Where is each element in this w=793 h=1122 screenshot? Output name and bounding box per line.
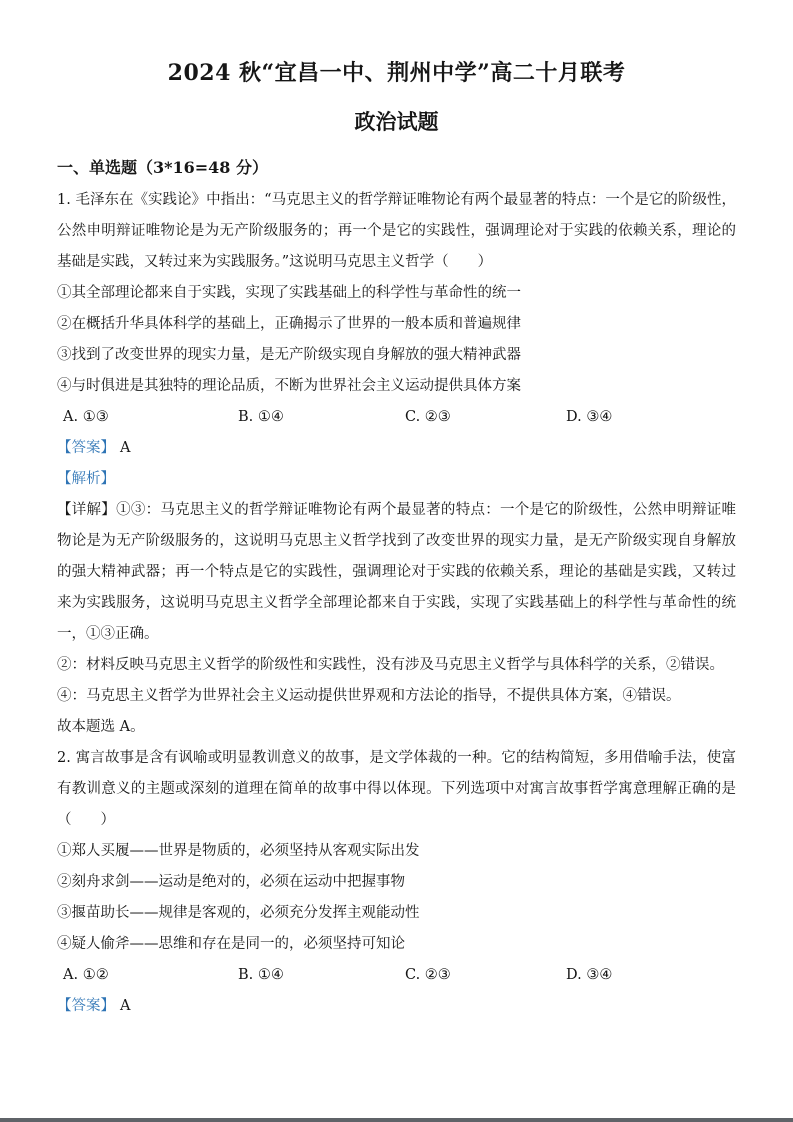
question-1-detail-line: ②：材料反映马克思主义哲学的阶级性和实践性，没有涉及马克思主义哲学与具体科学的关系，②错误。 xyxy=(57,657,724,673)
question-2-answer xyxy=(57,991,736,1022)
answer-label: 【答案】 xyxy=(57,998,115,1014)
question-1-stem-line: 基础是实践，又转过来为实践服务。”这说明马克思主义哲学（ ） xyxy=(57,254,493,270)
document-body xyxy=(57,185,736,1022)
answer-label: 【答案】 xyxy=(57,440,115,456)
question-2-stem-line: 2. 寓言故事是含有讽喻或明显教训意义的故事，是文学体裁的一种。它的结构简短，多用借喻手法，使富 xyxy=(57,750,736,766)
answer-value: A xyxy=(120,440,131,456)
option-choice: D. ③④ xyxy=(566,409,613,425)
option-choice: B. ①④ xyxy=(238,967,284,983)
question-2-stem-line: 有教训意义的主题或深刻的道理在简单的故事中得以体现。下列选项中对寓言故事哲学寓意理解正确的是 xyxy=(57,781,736,797)
question-1-detail-line: 一，①③正确。 xyxy=(57,626,159,642)
question-1-detail-line: 的强大精神武器；再一个特点是它的实践性，强调理论对于实践的依赖关系，理论的基础是实践，又转过 xyxy=(57,564,736,580)
question-2-statement: ③揠苗助长——规律是客观的，必须充分发挥主观能动性 xyxy=(57,905,420,921)
question-1-statement: ③找到了改变世界的现实力量，是无产阶级实现自身解放的强大精神武器 xyxy=(57,347,521,363)
question-2-options xyxy=(57,960,736,991)
question-1-stem-line: 公然申明辩证唯物论是为无产阶级服务的；再一个是它的实践性，强调理论对于实践的依赖关系，理论的 xyxy=(57,223,736,239)
question-1-detail-line: ④：马克思主义哲学为世界社会主义运动提供世界观和方法论的指导，不提供具体方案，④错误。 xyxy=(57,688,681,704)
bottom-edge-bar xyxy=(0,1118,793,1122)
question-2-stem-line: （ ） xyxy=(57,812,115,828)
question-2-statement: ②刻舟求剑——运动是绝对的，必须在运动中把握事物 xyxy=(57,874,405,890)
question-2-statement: ①郑人买履——世界是物质的，必须坚持从客观实际出发 xyxy=(57,843,420,859)
option-choice: C. ②③ xyxy=(405,967,451,983)
question-1-options xyxy=(57,402,736,433)
question-1-statement: ②在概括升华具体科学的基础上，正确揭示了世界的一般本质和普遍规律 xyxy=(57,316,521,332)
section-heading: 一、单选题（3*16=48 分） xyxy=(57,158,269,177)
question-1-analysis xyxy=(57,464,736,495)
doc-subtitle: 政治试题 xyxy=(354,109,439,134)
analysis-label: 【解析】 xyxy=(57,471,115,487)
question-1-statement: ④与时俱进是其独特的理论品质，不断为世界社会主义运动提供具体方案 xyxy=(57,378,521,394)
option-choice: C. ②③ xyxy=(405,409,451,425)
question-1-detail-line: 物论是为无产阶级服务的，这说明马克思主义哲学找到了改变世界的现实力量，是无产阶级实现自身解放 xyxy=(57,533,736,549)
option-choice: D. ③④ xyxy=(566,967,613,983)
question-1-detail-line: 【详解】①③：马克思主义的哲学辩证唯物论有两个最显著的特点：一个是它的阶级性，公然申明辩证唯 xyxy=(57,502,736,518)
question-1-answer xyxy=(57,433,736,464)
option-choice: B. ①④ xyxy=(238,409,284,425)
option-choice: A. ①③ xyxy=(63,409,109,425)
answer-value: A xyxy=(120,998,131,1014)
question-1-detail-line: 来为实践服务，这说明马克思主义哲学全部理论都来自于实践，实现了实践基础上的科学性与革命性的统 xyxy=(57,595,736,611)
question-1-statement: ①其全部理论都来自于实践，实现了实践基础上的科学性与革命性的统一 xyxy=(57,285,521,301)
question-1-stem-line: 1. 毛泽东在《实践论》中指出：“马克思主义的哲学辩证唯物论有两个最显著的特点：一个是它的阶级性， xyxy=(57,192,736,208)
question-1-detail-line: 故本题选 A。 xyxy=(57,719,145,735)
doc-title: 2024 秋“宜昌一中、荆州中学”高二十月联考 xyxy=(167,60,626,86)
option-choice: A. ①② xyxy=(63,967,109,983)
question-2-statement: ④疑人偷斧——思维和存在是同一的，必须坚持可知论 xyxy=(57,936,405,952)
